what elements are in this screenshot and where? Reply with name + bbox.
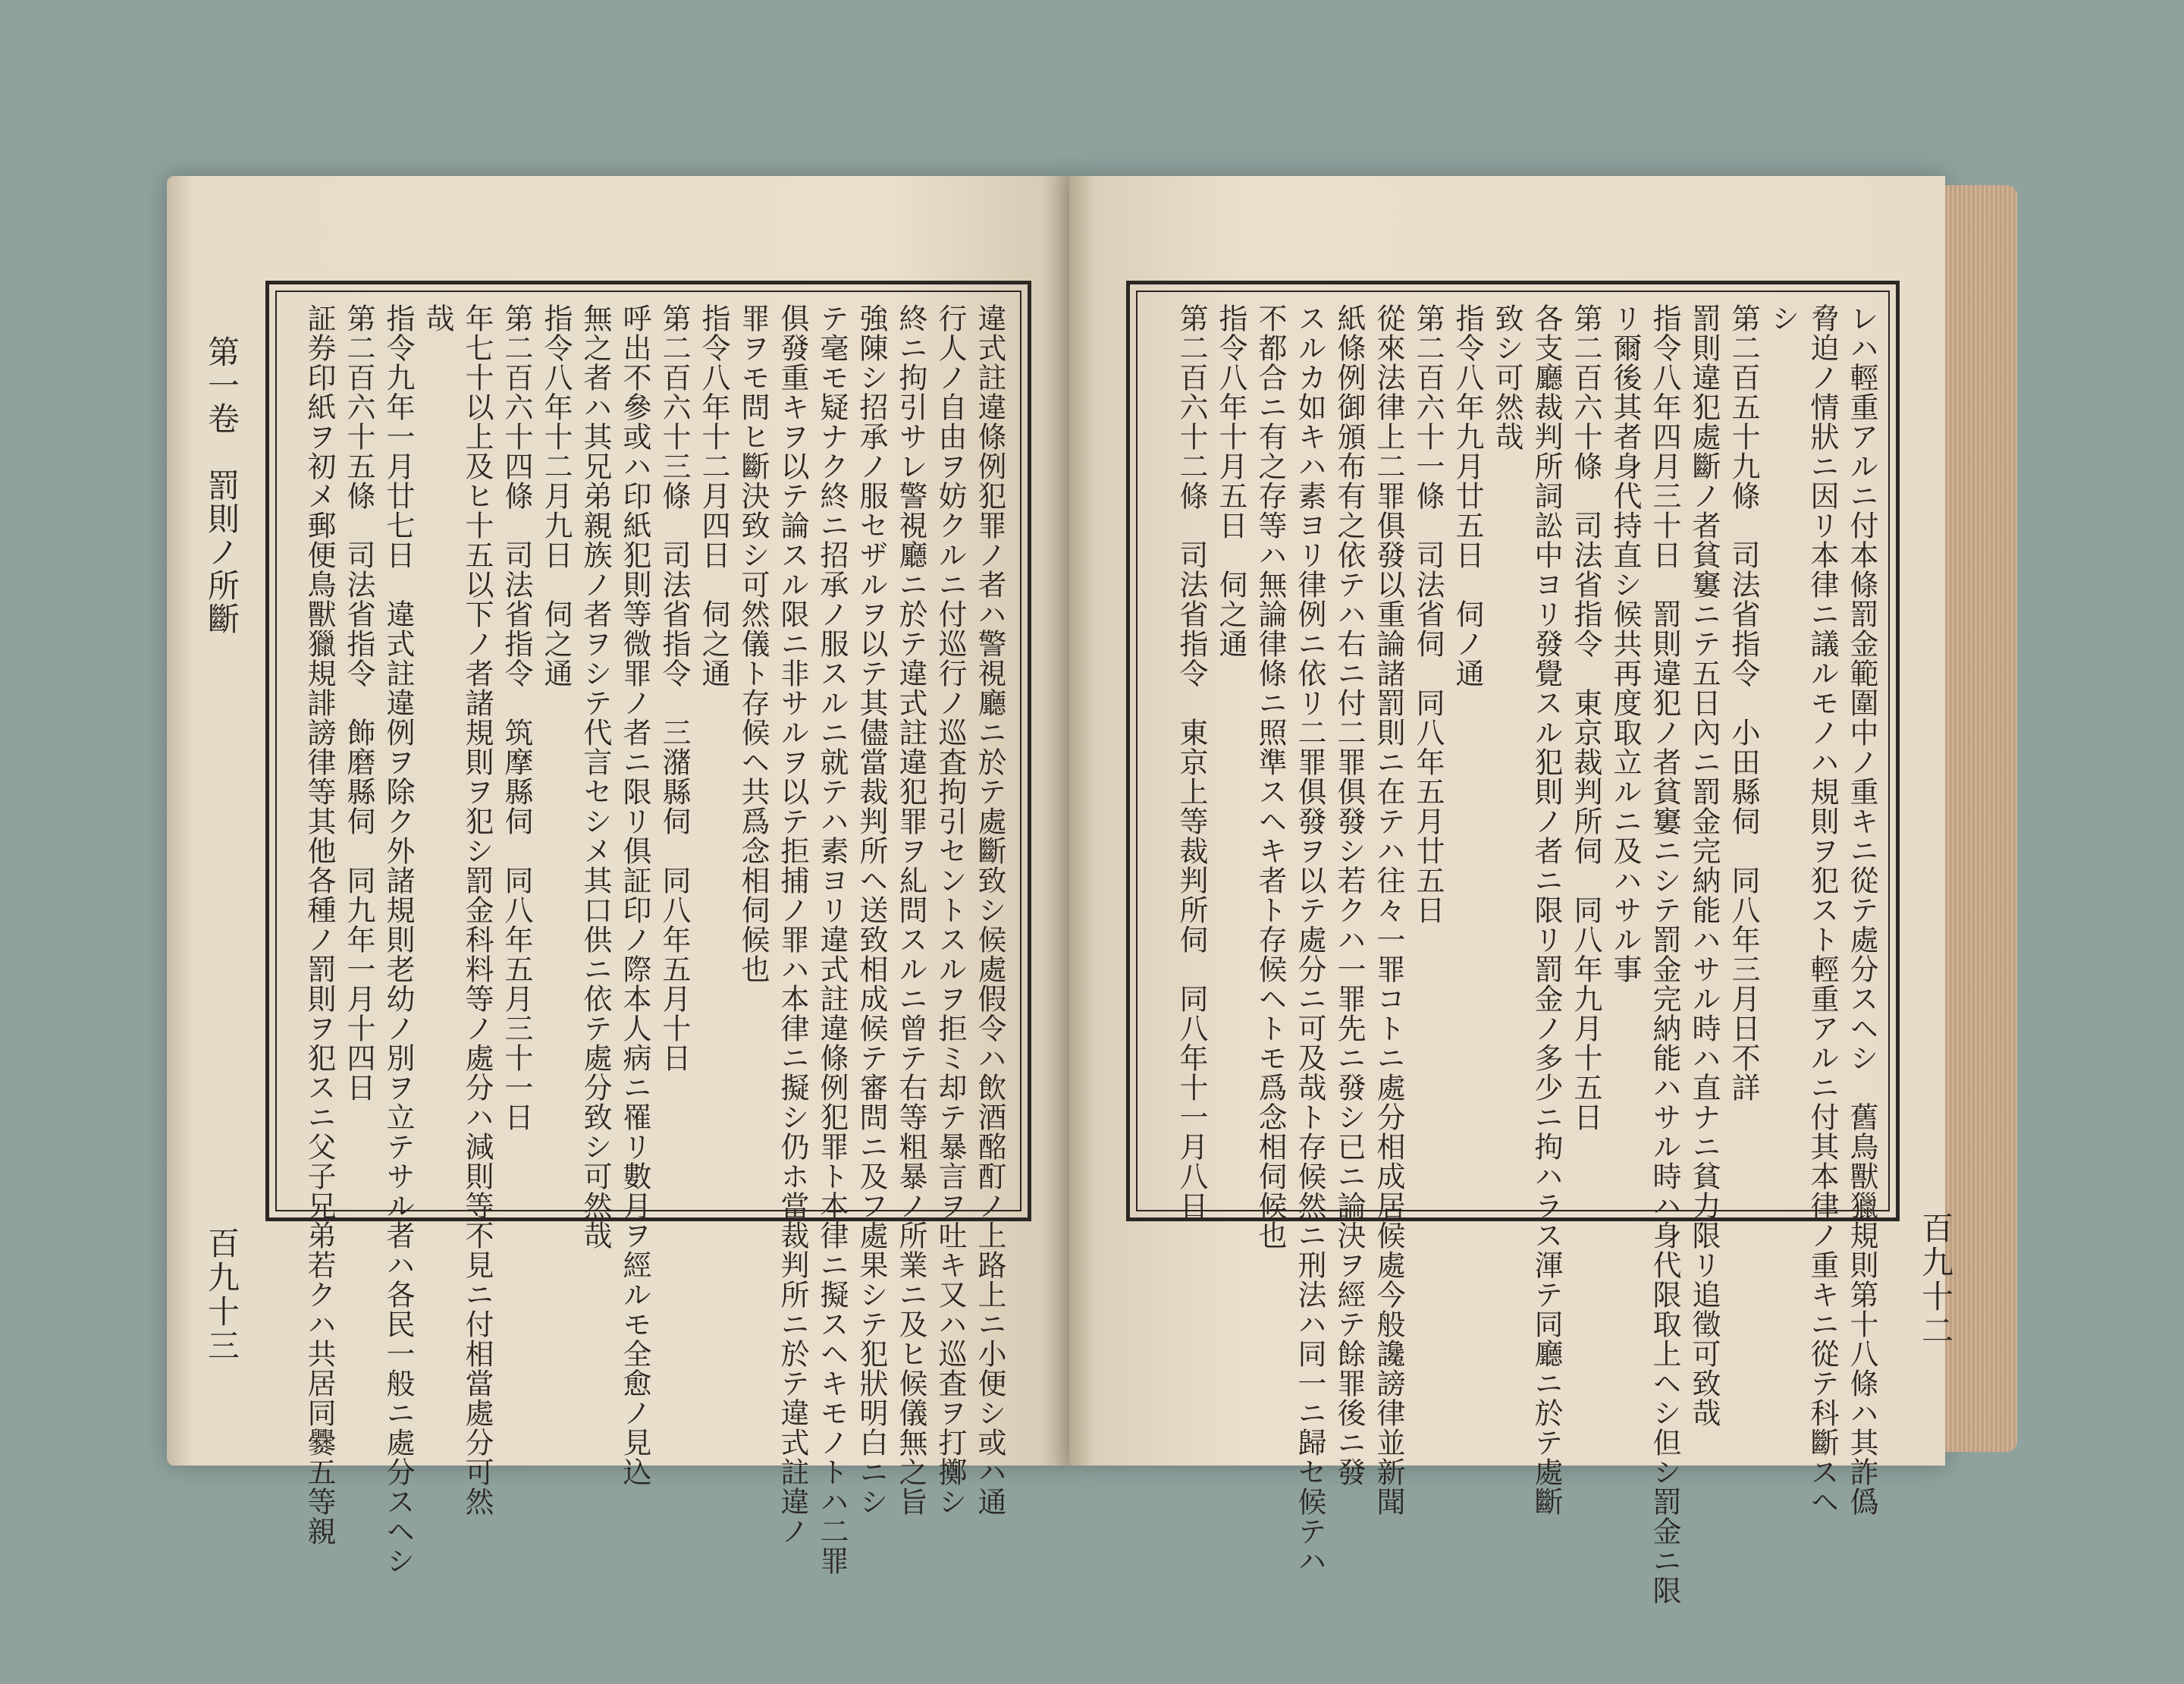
text-column: 強陳シ招承ノ服セザルヲ以テ其儘當裁判所ヘ送致相成候テ審問ニ及フ處果シテ犯狀明白ニシ — [855, 303, 888, 1516]
open-book — [167, 176, 2017, 1605]
text-column: スルカ如キハ素ヨリ律例ニ依リ二罪俱發ヲ以テ處分ニ可及哉ト存候然ニ刑法ハ同一ニ歸セ候テハ — [1293, 303, 1326, 1576]
text-column: 行人ノ自由ヲ妨クルニ付巡行ノ巡査拘引セントスルヲ拒ミ却テ暴言ヲ吐キ又ハ巡査ヲ打擲シ — [934, 303, 967, 1516]
text-column: 終ニ拘引サレ警視廳ニ於テ違式註違犯罪ヲ糺問スルニ曾テ右等粗暴ノ所業ニ及ヒ候儀無之旨 — [894, 303, 927, 1516]
right-page-number: 百九十二 — [1917, 1211, 1954, 1348]
text-column: 俱發重キヲ以テ論スル限ニ非サルヲ以テ拒捕ノ罪ハ本律ニ擬シ仍ホ當裁判所ニ於テ違式註違ノ — [776, 303, 809, 1546]
page-edge-stack — [1945, 185, 2017, 1452]
text-column: 指令八年九月廿五日 伺ノ通 — [1451, 303, 1484, 688]
text-column: レハ輕重アルニ付本條罰金範圍中ノ重キニ從テ處分スヘシ 舊鳥獸獵規則第十八條ハ其詐僞 — [1845, 303, 1878, 1516]
text-column: 第二百六十三條 司法省指令 三潴縣伺 同八年五月十日 — [657, 303, 691, 1073]
text-column: 罰則違犯處斷ノ者貧窶ニテ五日內ニ罰金完納能ハサル時ハ直ナニ貧力限リ追徵可致哉 — [1687, 303, 1721, 1428]
text-column: 年七十以上及ヒ十五以下ノ者諸規則ヲ犯シ罰金科料等ノ處分ハ減則等不見ニ付相當處分可然 — [460, 303, 494, 1516]
left-page-number: 百九十三 — [203, 1227, 240, 1363]
text-column: 指令八年十月五日 伺之通 — [1214, 303, 1247, 658]
text-column: 從來法律上二罪俱發以重論諸罰則ニ在テハ往々一罪コトニ處分相成居候處今般讒謗律並新聞 — [1372, 303, 1405, 1516]
text-column: 指令八年十二月四日 伺之通 — [697, 303, 730, 688]
text-column: 各支廳裁判所詞訟中ヨリ發覺スル犯則ノ者ニ限リ罰金ノ多少ニ拘ハラス渾テ同廳ニ於テ處斷 — [1530, 303, 1563, 1516]
text-column: 呼出不參或ハ印紙犯則等微罪ノ者ニ限リ俱証印ノ際本人病ニ罹リ數月ヲ經ルモ全愈ノ見込 — [618, 303, 651, 1487]
text-column: 第二百六十五條 司法省指令 飾磨縣伺 同九年一月十四日 — [342, 303, 375, 1102]
text-column: 第二百六十條 司法省指令 東京裁判所伺 同八年九月十五日 — [1569, 303, 1602, 1132]
text-column: 第二百六十四條 司法省指令 筑摩縣伺 同八年五月三十一日 — [500, 303, 533, 1132]
left-text-frame — [265, 281, 1031, 1221]
text-column: リ爾後其者身代持直シ候共再度取立ルニ及ハサル事 — [1608, 303, 1642, 984]
text-column: 指令九年一月廿七日 違式註違例ヲ除ク外諸規則老幼ノ別ヲ立テサル者ハ各民一般ニ處分スヘシ — [381, 303, 415, 1576]
text-column: シ — [1766, 303, 1800, 333]
text-column: 致シ可然哉 — [1490, 303, 1523, 451]
text-column: 第二百五十九條 司法省指令 小田縣伺 同八年三月日不詳 — [1727, 303, 1760, 1102]
text-column: 哉 — [421, 303, 454, 333]
right-text-frame — [1126, 281, 1900, 1221]
left-page-header: 第一卷 罰則ノ所斷 — [203, 335, 240, 636]
text-column: 指令八年四月三十日 罰則違犯ノ者貧窶ニシテ罰金完納能ハサル時ハ身代限取上ヘシ但シ罰金ニ限 — [1648, 303, 1681, 1605]
text-column: 証券印紙ヲ初メ郵便鳥獸獵規誹謗律等其他各種ノ罰則ヲ犯スニ父子兄弟若クハ共居同爨五等親 — [303, 303, 336, 1546]
text-column: 第二百六十一條 司法省伺 同八年五月廿五日 — [1411, 303, 1445, 925]
text-column: テ毫モ疑ナク終ニ招承ノ服スルニ就テハ素ヨリ違式註違條例犯罪ト本律ニ擬スヘキモノトハ二罪 — [815, 303, 849, 1576]
text-column: 脅迫ノ情狀ニ因リ本律ニ議ルモノハ規則ヲ犯スト輕重アルニ付其本律ノ重キニ從テ科斷スヘ — [1806, 303, 1839, 1516]
text-column: 不都合ニ有之存等ハ無論律條ニ照準スヘキ者ト存候ヘトモ爲念相伺候也 — [1254, 303, 1287, 1250]
text-column: 無之者ハ其兄弟親族ノ者ヲシテ代言セシメ其口供ニ依テ處分致シ可然哉 — [579, 303, 612, 1250]
text-column: 違式註違條例犯罪ノ者ハ警視廳ニ於テ處斷致シ候處假令ハ飲酒酩酊ノ上路上ニ小便シ或ハ通 — [973, 303, 1006, 1516]
text-column: 紙條例御頒布有之依テハ右ニ付二罪俱發シ若クハ一罪先ニ發シ已ニ論決ヲ經テ餘罪後ニ發 — [1332, 303, 1366, 1487]
text-column: 指令八年十二月九日 伺之通 — [539, 303, 573, 688]
text-column: 罪ヲモ問ヒ斷決致シ可然儀ト存候ヘ共爲念相伺候也 — [736, 303, 770, 984]
text-column: 第二百六十二條 司法省指令 東京上等裁判所伺 同八年十一月八日 — [1175, 303, 1208, 1221]
